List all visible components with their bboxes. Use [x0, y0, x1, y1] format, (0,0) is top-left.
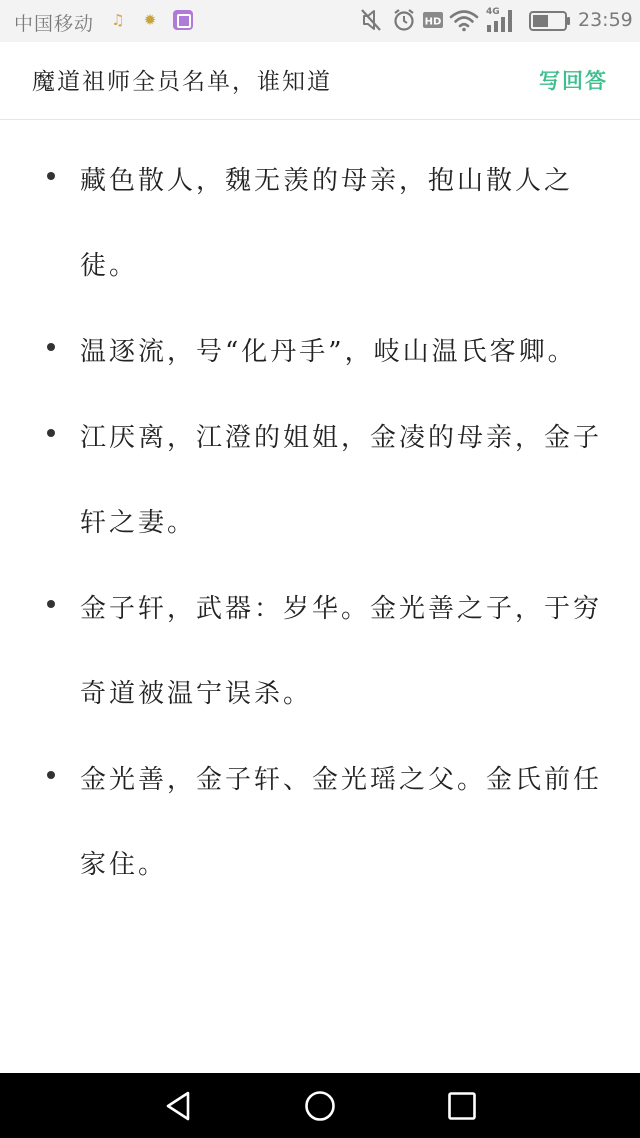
list-item	[0, 567, 640, 737]
carrier-label: 中国移动	[14, 13, 95, 35]
question-header	[0, 42, 640, 120]
hd-label: HD	[424, 16, 442, 28]
list-item-text: 温逐流，号“化丹手”，岐山温氏客卿。	[80, 337, 577, 367]
list-item	[0, 139, 640, 309]
bullet-icon	[47, 429, 55, 437]
list-item	[0, 310, 640, 395]
answer-content[interactable]	[0, 121, 640, 1073]
gallery-icon	[173, 10, 193, 30]
bullet-icon	[47, 172, 55, 180]
home-icon[interactable]	[303, 1089, 337, 1123]
question-title[interactable]: 魔道祖师全员名单，谁知道	[32, 69, 332, 95]
navigation-bar	[0, 1073, 640, 1138]
clock: 23:59	[578, 9, 633, 31]
alarm-icon	[392, 8, 416, 32]
list-item-text: 江厌离，江澄的姐姐，金凌的母亲，金子轩之妻。	[80, 423, 603, 538]
list-item-text: 金子轩，武器：岁华。金光善之子，于穷奇道被温宁误杀。	[80, 594, 603, 709]
network-type-label: 4G	[486, 7, 500, 17]
signal-icon	[484, 5, 518, 33]
character-list	[0, 121, 640, 908]
write-answer-button[interactable]: 写回答	[539, 68, 608, 93]
list-item	[0, 396, 640, 566]
battery-level-fill	[533, 15, 548, 27]
bullet-icon	[47, 343, 55, 351]
wifi-icon	[449, 8, 479, 32]
battery-icon	[529, 11, 571, 31]
list-item-text: 金光善，金子轩、金光瑶之父。金氏前任家住。	[80, 765, 603, 880]
status-bar	[0, 0, 640, 42]
back-icon[interactable]	[161, 1089, 195, 1123]
bullet-icon	[47, 600, 55, 608]
lightbulb-icon: ✹	[143, 11, 157, 29]
bullet-icon	[47, 771, 55, 779]
recent-apps-icon[interactable]	[445, 1089, 479, 1123]
hd-icon	[423, 10, 443, 30]
list-item-text: 藏色散人，魏无羡的母亲，抱山散人之徒。	[80, 166, 574, 281]
music-note-icon: ♫	[111, 11, 125, 29]
mute-icon	[360, 8, 382, 32]
list-item	[0, 738, 640, 908]
